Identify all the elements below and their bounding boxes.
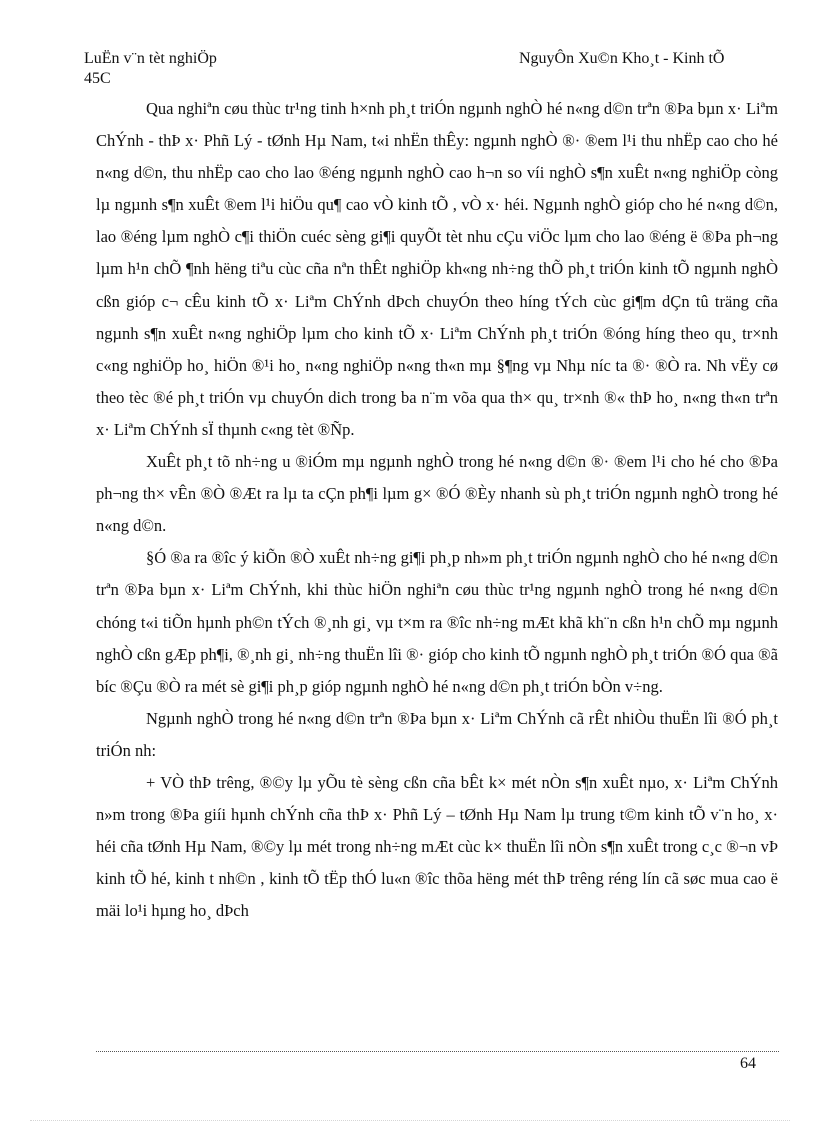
paragraph: Ngµnh nghÒ trong hé n«ng d©n trªn ®Þa bµn x· Liªm ChÝnh cã rÊt nhiÒu thuËn lîi ®Ó ph¸t triÓn nh: <box>96 708 778 760</box>
paragraph: §Ó ®a ra ®îc ý kiÕn ®Ò xuÊt nh÷ng gi¶i ph¸p nh»m ph¸t triÓn ngµnh nghÒ cho hé n«ng d©n trªn ®Þa bµn x· Liªm ChÝnh, khi thùc hiÖn nghiªn cøu thùc tr¹ng ngµnh nghÒ trong hé n«ng d©n chóng t«i tiÕn hµnh ph©n tÝch ®¸nh gi¸ vµ t×m ra ®îc nh÷ng mÆt khã kh¨n cßn h¹n chÕ mµ ngµnh nghÒ cßn gÆp ph¶i, ®¸nh gi¸ nh÷ng thuËn lîi ®· gióp cho kinh tÕ ngµnh nghÒ ph¸t triÓn ®Ó qua ®ã bíc ®Çu ®Ò ra mét sè gi¶i ph¸p gióp ngµnh nghÒ hé n«ng d©n ph¸t triÓn bÒn v÷ng. <box>96 548 778 696</box>
class-code: 45C <box>84 70 111 87</box>
thesis-title: LuËn v¨n tèt nghiÖp <box>84 50 217 67</box>
footer-divider <box>96 1051 779 1052</box>
body-text <box>96 93 778 927</box>
paragraph: XuÊt ph¸t tõ nh÷ng u ®iÓm mµ ngµnh nghÒ trong hé n«ng d©n ®· ®em l¹i cho hé cho ®Þa ph¬ng th× vÊn ®Ò ®Æt ra lµ ta cÇn ph¶i lµm g× ®Ó ®Èy nhanh sù ph¸t triÓn ngµnh nghÒ trong hé n«ng d©n. <box>96 452 778 536</box>
author-info: NguyÔn Xu©n Kho¸t - Kinh tÕ <box>519 50 725 67</box>
paragraph: Qua nghiªn cøu thùc tr¹ng tinh h×nh ph¸t triÓn ngµnh nghÒ hé n«ng d©n trªn ®Þa bµn x· Liªm ChÝnh - thÞ x· Phñ Lý - tØnh Hµ Nam, t«i nhËn thÊy: ngµnh nghÒ ®· ®em l¹i thu nhËp cao cho hé n«ng d©n, thu nhËp cao cho lao ®éng ngµnh nghÒ cao h¬n so víi nghÒ s¶n xuÊt n«ng nghiÖp còng lµ ngµnh s¶n xuÊt ®em l¹i hiÖu qu¶ cao vÒ kinh tÕ , vÒ x· héi. Ngµnh nghÒ gióp cho hé n«ng d©n, lao ®éng lµm nghÒ c¶i thiÖn cuéc sèng gi¶i quyÕt tèt nhu cÇu viÖc lµm cho lao ®éng ë ®Þa ph¬ng lµm h¹n chÕ ¶nh hëng tiªu cùc cña nªn thÊt nghiÖp kh«ng nh÷ng thÕ ph¸t triÓn kinh tÕ ngµnh nghÒ cßn gióp c¬ cÊu kinh tÕ x· Liªm ChÝnh dÞch chuyÓn theo híng tÝch cùc gi¶m dÇn tû träng cña ngµnh s¶n xuÊt n«ng nghiÖp lµm cho kinh tÕ x· Liªm ChÝnh ph¸t triÓn ®óng híng theo qu¸ tr×nh c«ng nghiÖp ho¸ hiÖn ®¹i ho¸ n«ng nghiÖp n«ng th«n mµ §¶ng vµ Nhµ níc ta ®· ®Ò ra. Nh vËy cø theo tèc ®é ph¸t triÓn vµ chuyÓn dich trong ba n¨m võa qua th× qu¸ tr×nh ®« thÞ ho¸ n«ng th«n trªn x· Liªm ChÝnh sÏ thµnh c«ng tèt ®Ñp. <box>96 99 778 439</box>
page-number: 64 <box>740 1055 756 1072</box>
page-bottom-border <box>30 1120 790 1121</box>
paragraph: + VÒ thÞ trêng, ®©y lµ yÕu tè sèng cßn cña bÊt k× mét nÒn s¶n xuÊt nµo, x· Liªm ChÝnh n»m trong ®Þa giíi hµnh chÝnh cña thÞ x· Phñ Lý – tØnh Hµ Nam lµ trung t©m kinh tÕ v¨n ho¸ x· héi cña tØnh Hµ Nam, ®©y lµ mét trong nh÷ng mÆt cùc k× thuËn lîi nÒn s¶n xuÊt trong c¸c ®¬n vÞ kinh tÕ hé, kinh t nh©n , kinh tÕ tËp thÓ lu«n ®îc thõa hëng mét thÞ trêng réng lín cã søc mua cao ë mäi lo¹i hµng ho¸ dÞch <box>96 772 778 921</box>
